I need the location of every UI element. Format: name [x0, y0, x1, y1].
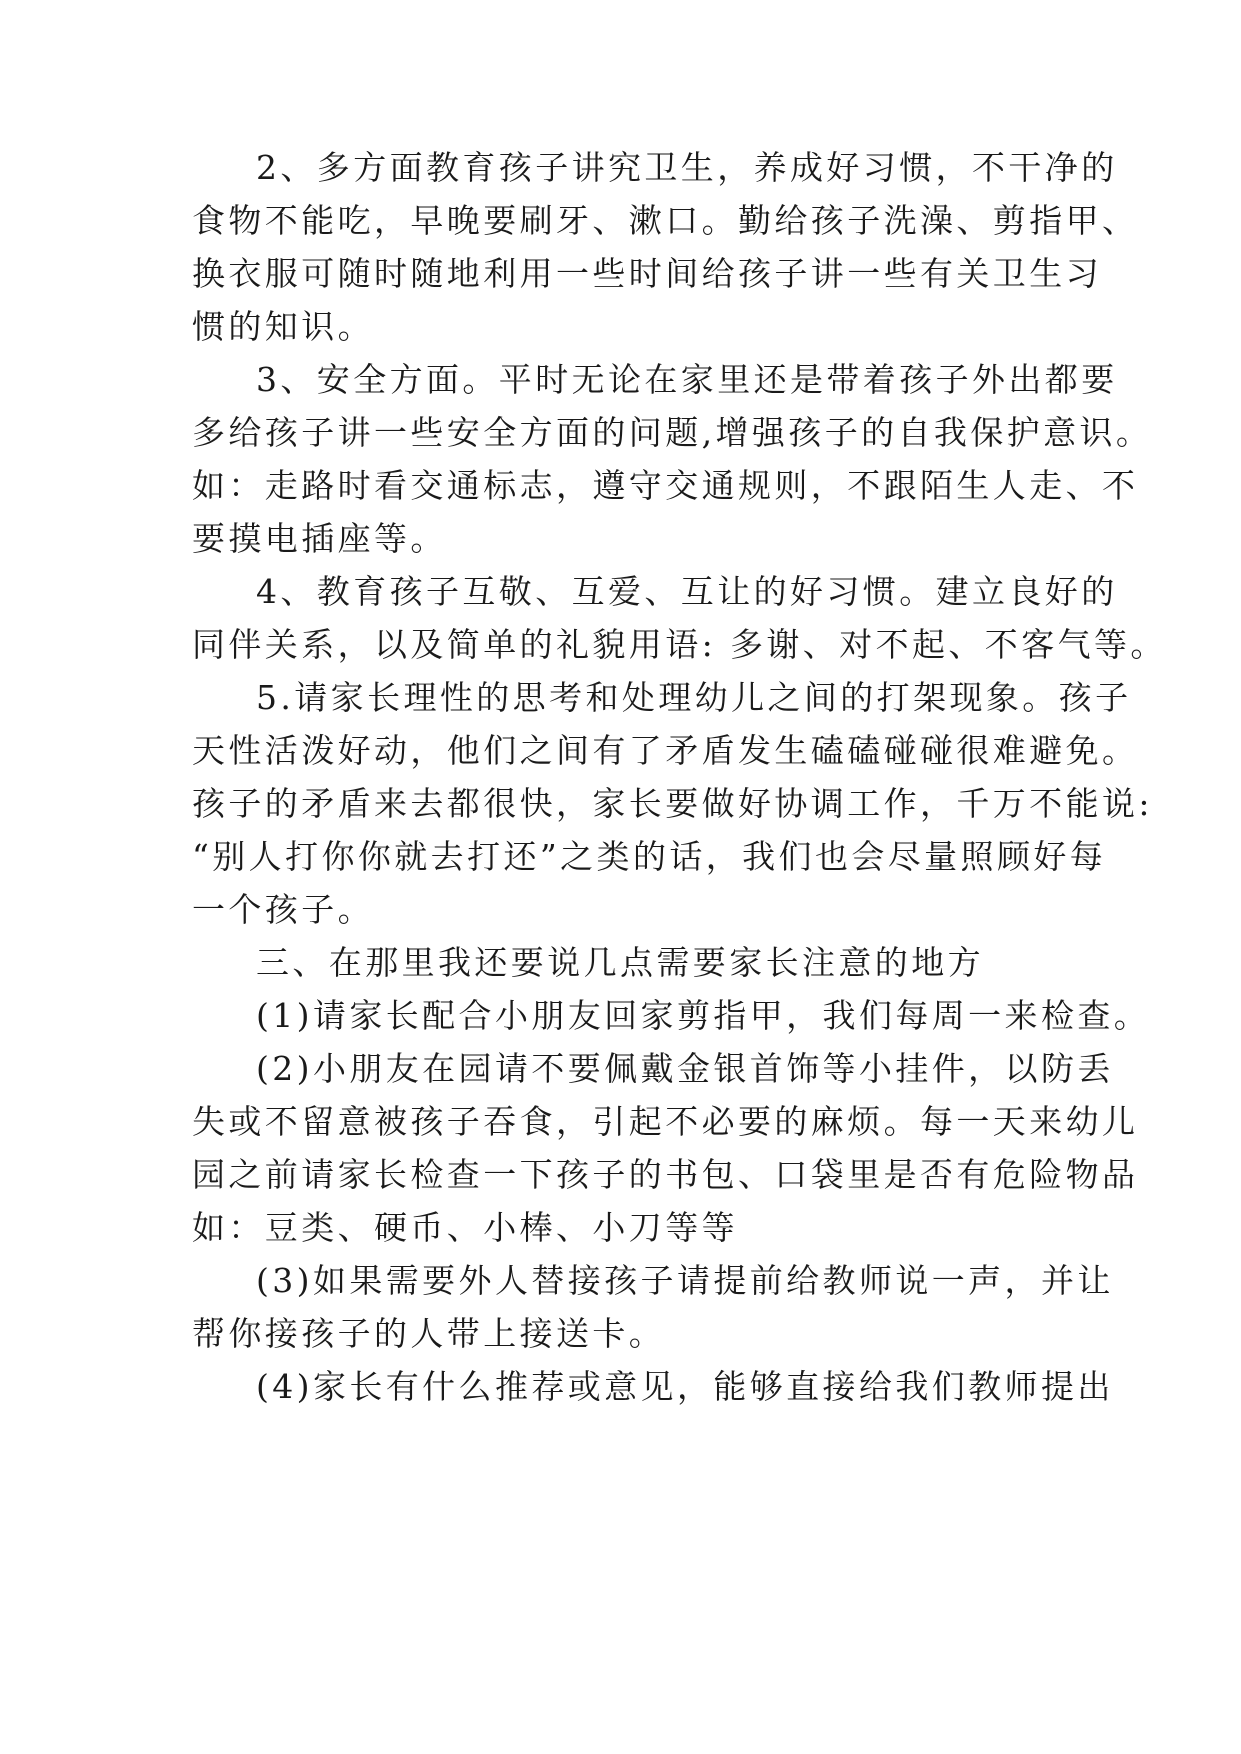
paragraph-2-line-1: 2、多方面教育孩子讲究卫生，养成好习惯，不干净的 [256, 148, 1118, 187]
paragraph-4-line-1: 4、教育孩子互敬、互爱、互让的好习惯。建立良好的 [256, 572, 1118, 611]
paragraph-4-line-2: 同伴关系，以及简单的礼貌用语: 多谢、对不起、不客气等。 [192, 625, 1167, 664]
paragraph-3-line-1: 3、安全方面。平时无论在家里还是带着孩子外出都要 [256, 360, 1118, 399]
item-2-line-2: 失或不留意被孩子吞食，引起不必要的麻烦。每一天来幼儿 [192, 1102, 1139, 1141]
item-2-line-4: 如：豆类、硬币、小棒、小刀等等 [192, 1208, 738, 1247]
section-three-heading: 三、在那里我还要说几点需要家长注意的地方 [256, 943, 984, 982]
paragraph-2-line-3: 换衣服可随时随地利用一些时间给孩子讲一些有关卫生习 [192, 254, 1102, 293]
item-4-line-1: (4)家长有什么推荐或意见，能够直接给我们教师提出 [256, 1367, 1114, 1406]
paragraph-2-line-4: 惯的知识。 [192, 307, 374, 346]
paragraph-3-line-4: 要摸电插座等。 [192, 519, 447, 558]
paragraph-5-line-3: 孩子的矛盾来去都很快，家长要做好协调工作，千万不能说: [192, 784, 1153, 823]
item-3-line-1: (3)如果需要外人替接孩子请提前给教师说一声，并让 [256, 1261, 1114, 1300]
paragraph-3-line-3: 如：走路时看交通标志，遵守交通规则，不跟陌生人走、不 [192, 466, 1139, 505]
paragraph-5-line-1: 5.请家长理性的思考和处理幼儿之间的打架现象。孩子 [256, 678, 1132, 717]
item-3-line-2: 帮你接孩子的人带上接送卡。 [192, 1314, 666, 1353]
paragraph-3-line-2: 多给孩子讲一些安全方面的问题,增强孩子的自我保护意识。 [192, 413, 1153, 452]
item-2-line-1: (2)小朋友在园请不要佩戴金银首饰等小挂件，以防丢 [256, 1049, 1114, 1088]
paragraph-5-line-4: “别人打你你就去打还”之类的话，我们也会尽量照顾好每 [192, 837, 1107, 876]
paragraph-2-line-2: 食物不能吃，早晚要刷牙、漱口。勤给孩子洗澡、剪指甲、 [192, 201, 1139, 240]
paragraph-5-line-2: 天性活泼好动，他们之间有了矛盾发生磕磕碰碰很难避免。 [192, 731, 1139, 770]
item-2-line-3: 园之前请家长检查一下孩子的书包、口袋里是否有危险物品 [192, 1155, 1139, 1194]
paragraph-5-line-5: 一个孩子。 [192, 890, 374, 929]
item-1-line-1: (1)请家长配合小朋友回家剪指甲，我们每周一来检查。 [256, 996, 1151, 1035]
